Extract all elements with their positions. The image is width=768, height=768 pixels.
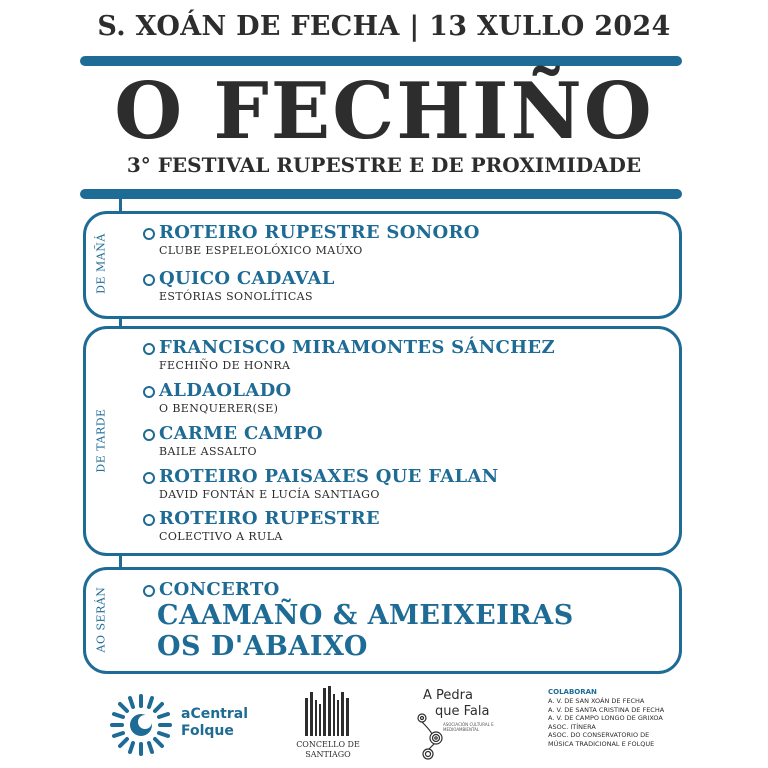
timeline-dot bbox=[143, 386, 155, 398]
timeline-dot bbox=[143, 429, 155, 441]
headline-act: OS D'ABAIXO bbox=[157, 631, 368, 662]
program-item-title: FRANCISCO MIRAMONTES SÁNCHEZ bbox=[159, 337, 555, 358]
section-label-morning: DE MAÑÁ bbox=[94, 233, 108, 294]
program-item-subtitle: BAILE ASSALTO bbox=[159, 445, 257, 458]
section-label-evening: AO SERÁN bbox=[94, 586, 108, 653]
event-date-location: S. XOÁN DE FECHA | 13 XULLO 2024 bbox=[97, 11, 671, 42]
timeline-dot bbox=[143, 343, 155, 355]
program-item-title: ALDAOLADO bbox=[159, 380, 292, 401]
collaborator-name: A. V. DE SANTA CRISTINA DE FECHA bbox=[548, 705, 665, 714]
timeline-dot bbox=[143, 472, 155, 484]
acentral-folque-logo bbox=[108, 692, 248, 758]
festival-title: O FECHIÑO bbox=[114, 66, 654, 157]
collaborator-name: ASOC. DO CONSERVATORIO DE bbox=[548, 731, 650, 740]
bottom-divider bbox=[80, 189, 682, 199]
timeline-dot bbox=[143, 228, 155, 240]
program-item-subtitle: COLECTIVO A RULA bbox=[159, 530, 283, 543]
pedra-name-line2: que Fala bbox=[435, 704, 490, 719]
program-item-title: ROTEIRO RUPESTRE bbox=[159, 508, 380, 529]
section-label-afternoon: DE TARDE bbox=[94, 408, 108, 473]
timeline-dot bbox=[143, 514, 155, 526]
program-item-subtitle: CLUBE ESPELEOLÓXICO MAÚXO bbox=[159, 244, 363, 257]
program-item-subtitle: O BENQUERER(SE) bbox=[159, 402, 279, 415]
spiral-rock-icon bbox=[410, 702, 450, 762]
collaborator-name: A. V. DE SAN XOÁN DE FECHA bbox=[548, 697, 645, 705]
timeline-dot bbox=[143, 585, 155, 597]
festival-subtitle: 3° FESTIVAL RUPESTRE E DE PROXIMIDADE bbox=[126, 153, 642, 177]
program-item-title: ROTEIRO RUPESTRE SONORO bbox=[159, 222, 480, 243]
program-item-title: CARME CAMPO bbox=[159, 423, 323, 444]
program-item-title: QUICO CADAVAL bbox=[159, 268, 335, 289]
pedra-name-line1: A Pedra bbox=[423, 688, 473, 703]
cathedral-icon bbox=[293, 686, 363, 736]
collaborators-block bbox=[548, 688, 748, 749]
concello-line2: SANTIAGO bbox=[305, 750, 351, 759]
program-item-subtitle: DAVID FONTÁN E LUCÍA SANTIAGO bbox=[159, 488, 380, 501]
program-item-subtitle: ESTÓRIAS SONOLÍTICAS bbox=[159, 290, 313, 303]
collaborators-title: COLABORAN bbox=[548, 688, 597, 696]
collaborator-name: ASOC. ITÍNERA bbox=[548, 722, 596, 731]
pedra-tagline: ASOCIACIÓN CULTURAL E MEDIOAMBIENTAL bbox=[443, 722, 494, 732]
concello-santiago-logo bbox=[293, 686, 363, 764]
folque-name: Folque bbox=[181, 723, 234, 739]
program-item-title: CONCERTO bbox=[159, 579, 280, 600]
concello-line1: CONCELLO DE bbox=[296, 740, 360, 749]
collaborator-name: A. V. DE CAMPO LONGO DE GRIXOA bbox=[548, 714, 663, 723]
headline-act: CAAMAÑO & AMEIXEIRAS bbox=[157, 600, 574, 631]
collaborator-name: MÚSICA TRADICIONAL E FOLQUE bbox=[548, 739, 655, 748]
program-item-title: ROTEIRO PAISAXES QUE FALAN bbox=[159, 466, 499, 487]
program-item-subtitle: FECHIÑO DE HONRA bbox=[159, 359, 291, 372]
timeline-dot bbox=[143, 274, 155, 286]
acentral-name: aCentral bbox=[181, 706, 249, 722]
sun-logo-icon bbox=[108, 692, 174, 758]
pedra-que-fala-logo bbox=[405, 688, 515, 764]
